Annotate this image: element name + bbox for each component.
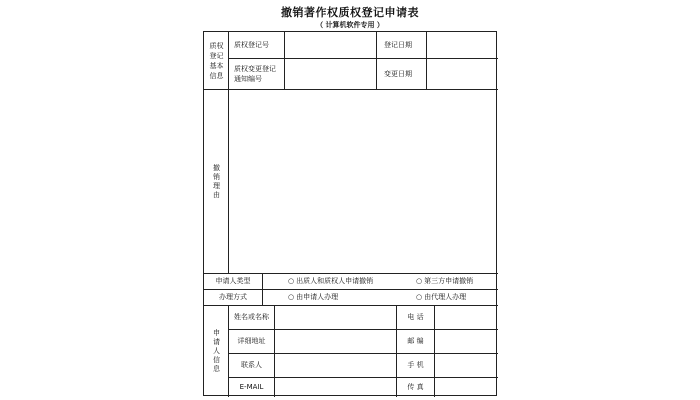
col-divider [262,273,263,305]
contact-field[interactable] [276,354,396,377]
email-field[interactable] [276,378,396,396]
col-divider [228,32,229,89]
application-form [203,31,497,396]
form-title: 撤销著作权质权登记申请表 [281,6,419,19]
mobile-label: 手 机 [407,361,424,369]
change-date-label: 变更日期 [384,69,412,78]
applicant-type-label: 申请人类型 [215,276,251,285]
col-divider [426,32,427,89]
reg-date-field[interactable] [428,32,498,58]
fax-field[interactable] [436,378,498,396]
radio-icon: ○ [288,292,295,301]
name-label: 姓名或名称 [234,313,269,321]
applicant-info-section-label: 申请人信息 [212,329,221,374]
reason-label: 撤销理由 [212,163,221,200]
col-divider [274,305,275,397]
name-field[interactable] [276,306,396,329]
postcode-field[interactable] [436,330,498,353]
applicant-type-option-joint[interactable]: ○ 出质人和质权人申请撤销 [288,276,374,285]
phone-label: 电 话 [407,313,424,321]
handling-label: 办理方式 [219,292,247,301]
change-notice-field[interactable] [286,59,376,89]
reg-no-label: 质权登记号 [234,40,269,49]
applicant-type-option-third-party[interactable]: ○ 第三方申请撤销 [416,276,474,285]
postcode-label: 邮 编 [407,337,424,345]
address-label: 详细地址 [237,337,266,345]
radio-icon: ○ [288,276,295,285]
radio-icon: ○ [416,276,423,285]
contact-label: 联系人 [241,361,262,369]
change-date-field[interactable] [428,59,498,89]
col-divider [284,32,285,89]
handling-option-agent[interactable]: ○ 由代理人办理 [416,292,467,301]
handling-option-applicant[interactable]: ○ 由申请人办理 [288,292,339,301]
phone-field[interactable] [436,306,498,329]
col-divider [434,305,435,397]
mobile-field[interactable] [436,354,498,377]
basic-info-section-label: 质权登记基本信息 [209,42,224,80]
fax-label: 传 真 [407,382,424,391]
form-subtitle: （ 计算机软件专用 ） [316,21,384,29]
change-notice-label: 质权变更登记通知编号 [234,65,276,83]
email-label: E-MAIL [239,382,264,391]
reg-no-field[interactable] [286,32,376,58]
reg-date-label: 登记日期 [384,40,412,49]
radio-icon: ○ [416,292,423,301]
address-field[interactable] [276,330,396,353]
col-divider [376,32,377,89]
reason-field[interactable] [229,90,498,273]
